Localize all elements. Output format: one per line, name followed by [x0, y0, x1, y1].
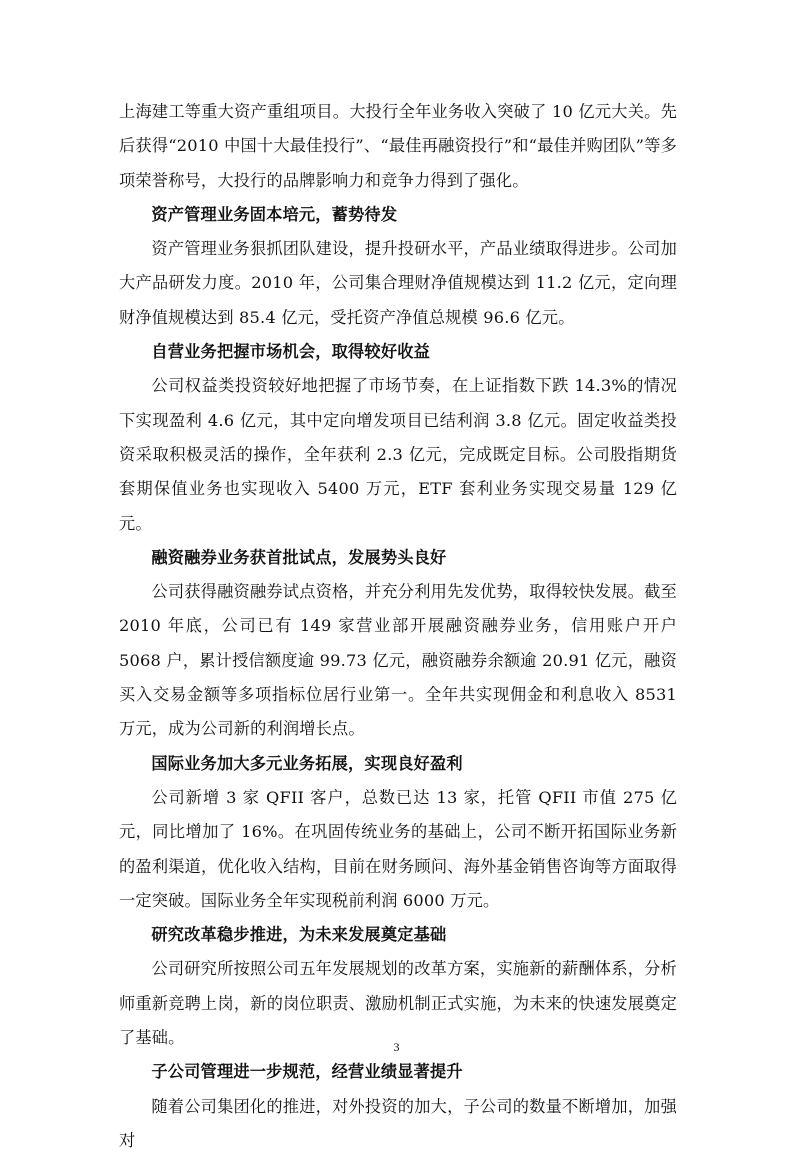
- heading-international-business: 国际业务加大多元业务拓展，实现良好盈利: [151, 753, 463, 773]
- paragraph-international-business: 公司新增 3 家 QFII 客户，总数已达 13 家，托管 QFII 市值 275 亿元，同比增加了 16%。在巩固传统业务的基础上，公司不断开拓国际业务新的盈利渠道，优化收入结构，目前在财务顾问、海外基金销售咨询等方面取得一定突破。国际业务全年实现税前利润 6000 万元。: [119, 787, 677, 910]
- page-number: 3: [393, 1040, 400, 1054]
- heading-asset-management: 资产管理业务固本培元，蓄势待发: [151, 204, 398, 224]
- paragraph-subsidiary-management: 随着公司集团化的推进，对外投资的加大，子公司的数量不断增加，加强对: [119, 1096, 677, 1150]
- paragraph-margin-financing: 公司获得融资融券试点资格，并充分利用先发优势，取得较快发展。截至 2010 年底，公司已有 149 家营业部开展融资融券业务，信用账户开户 5068 户，累计授信额度逾 99.73 亿元，融资融券余额逾 20.91 亿元，融资买入交易金额等多项指标位居行业第一。全年共实现佣金和利息收入 8531 万元，成为公司新的利润增长点。: [119, 582, 677, 739]
- paragraph-proprietary-trading: 公司权益类投资较好地把握了市场节奏，在上证指数下跌 14.3%的情况下实现盈利 4.6 亿元，其中定向增发项目已结利润 3.8 亿元。固定收益类投资采取积极灵活的操作，全年获利 2.3 亿元，完成既定目标。公司股指期货套期保值业务也实现收入 5400 万元，ETF 套利业务实现交易量 129 亿元。: [119, 376, 677, 533]
- document-body: [119, 95, 677, 1158]
- paragraph-intro: 上海建工等重大资产重组项目。大投行全年业务收入突破了 10 亿元大关。先后获得“2010 中国十大最佳投行”、“最佳再融资投行”和“最佳并购团队”等多项荣誉称号，大投行的品牌影响力和竞争力得到了强化。: [119, 102, 677, 190]
- paragraph-research-reform: 公司研究所按照公司五年发展规划的改革方案，实施新的薪酬体系，分析师重新竞聘上岗，新的岗位职责、激励机制正式实施，为未来的快速发展奠定了基础。: [119, 959, 677, 1048]
- heading-subsidiary-management: 子公司管理进一步规范，经营业绩显著提升: [151, 1062, 463, 1082]
- paragraph-asset-management: 资产管理业务狠抓团队建设，提升投研水平，产品业绩取得进步。公司加大产品研发力度。2010 年，公司集合理财净值规模达到 11.2 亿元，定向理财净值规模达到 85.4 亿元，受托资产净值总规模 96.6 亿元。: [119, 239, 677, 327]
- heading-research-reform: 研究改革稳步推进，为未来发展奠定基础: [151, 925, 447, 945]
- heading-margin-financing: 融资融券业务获首批试点，发展势头良好: [151, 547, 447, 567]
- heading-proprietary-trading: 自营业务把握市场机会，取得较好收益: [151, 342, 430, 362]
